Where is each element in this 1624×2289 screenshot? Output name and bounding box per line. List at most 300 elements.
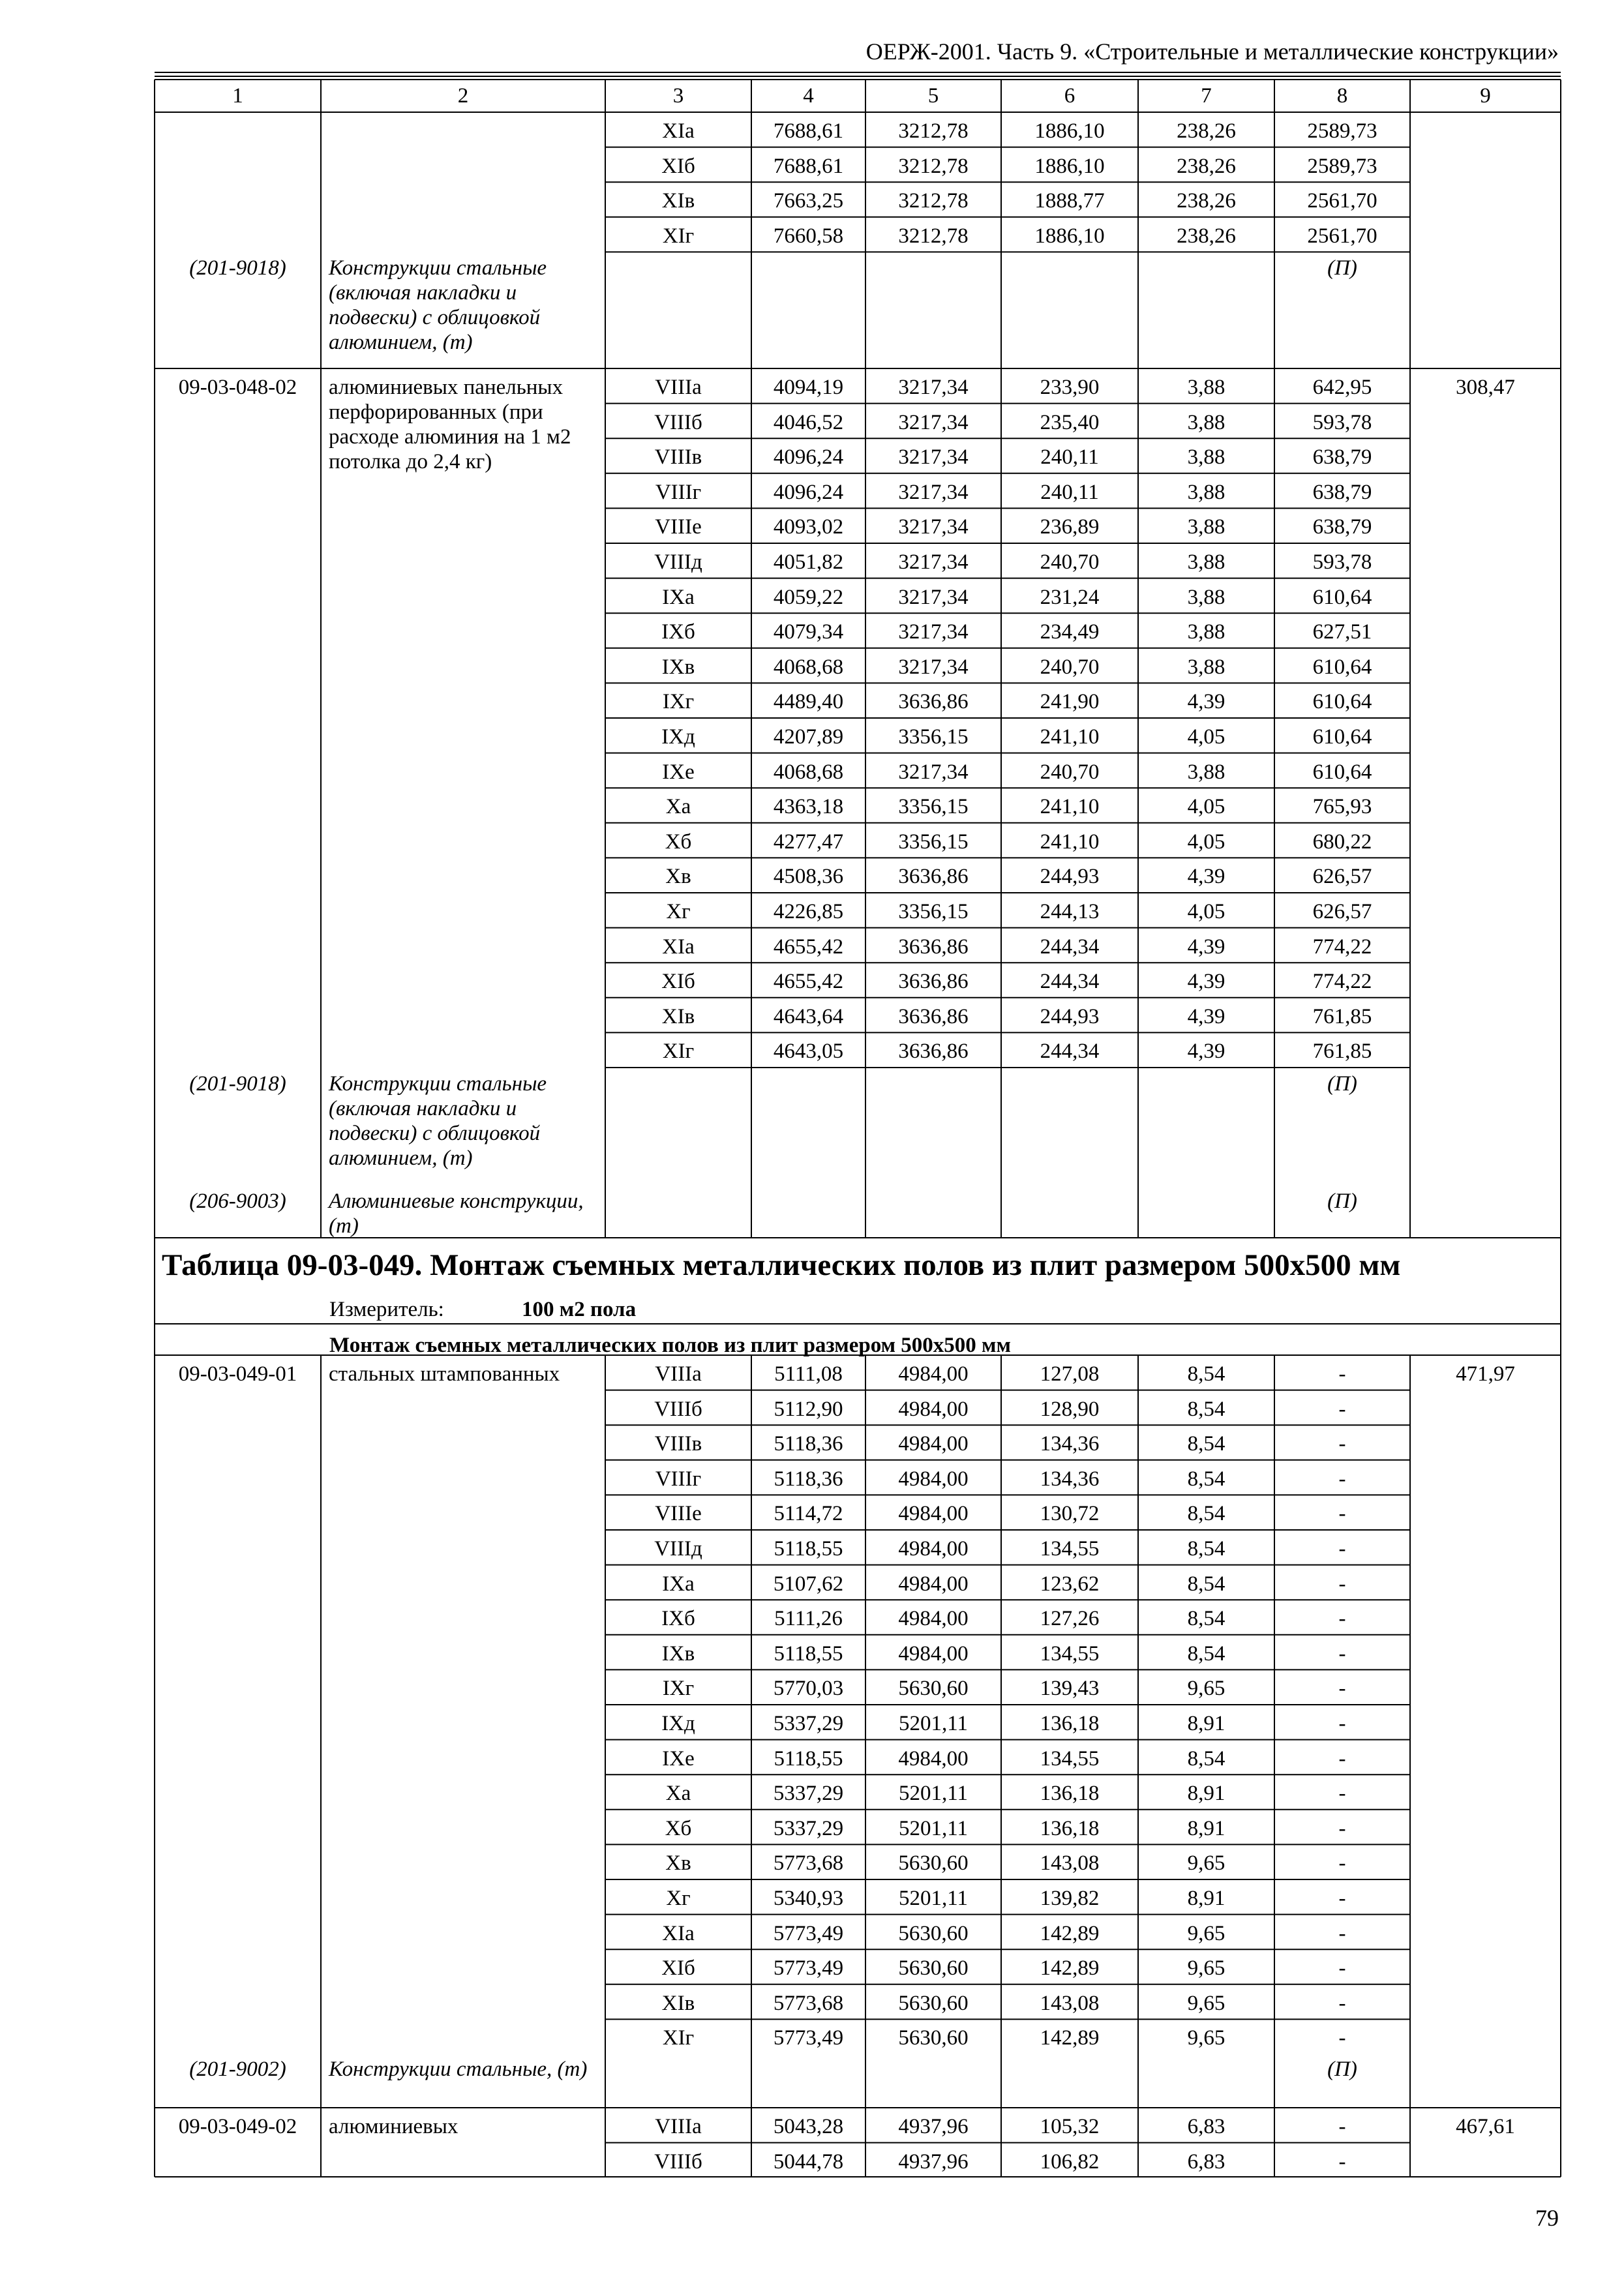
materials-cell: 638,79 xyxy=(1312,480,1372,504)
machinist-wages-cell: 6,83 xyxy=(1187,2149,1226,2174)
total-cost-cell: 4207,89 xyxy=(773,725,844,749)
zone-cell: Xа xyxy=(665,1782,691,1806)
total-cost-cell: 4094,19 xyxy=(773,376,844,399)
machines-cell: 244,34 xyxy=(1040,1040,1100,1064)
resource-flag: (П) xyxy=(1327,2057,1357,2081)
wages-cell: 5630,60 xyxy=(898,1677,969,1701)
zone-cell: IXд xyxy=(661,1712,695,1735)
materials-cell: 626,57 xyxy=(1312,900,1372,923)
page-number: 79 xyxy=(1535,2205,1559,2231)
machines-cell: 136,18 xyxy=(1040,1816,1100,1840)
total-cost-cell: 4051,82 xyxy=(773,550,844,574)
machines-cell: 134,55 xyxy=(1040,1537,1100,1561)
rate-name: стальных штампованных xyxy=(329,1362,560,1386)
wages-cell: 3217,34 xyxy=(898,445,969,470)
rate-name: алюминиевых панельных перфорированных (при расходе алюминия на 1 м2 потолка до 2,4 кг) xyxy=(329,376,571,473)
machines-cell: 240,70 xyxy=(1040,760,1100,784)
machines-cell: 236,89 xyxy=(1040,515,1100,539)
machines-cell: 136,18 xyxy=(1040,1782,1100,1806)
total-cost-cell: 5340,93 xyxy=(773,1887,844,1910)
zone-cell: VIIIв xyxy=(654,1432,702,1456)
machinist-wages-cell: 3,88 xyxy=(1187,480,1226,504)
materials-cell: 2589,73 xyxy=(1307,154,1377,178)
wages-cell: 3636,86 xyxy=(898,1004,969,1028)
machinist-wages-cell: 8,54 xyxy=(1187,1502,1226,1526)
machinist-wages-cell: 8,54 xyxy=(1187,1467,1226,1491)
materials-cell: 610,64 xyxy=(1312,760,1372,784)
machinist-wages-cell: 3,88 xyxy=(1187,376,1226,399)
materials-cell: - xyxy=(1338,1467,1346,1491)
resource-name: Конструкции стальные (включая накладки и подвески) с облицовкой алюминием, (т) xyxy=(329,256,547,355)
zone-cell: XIг xyxy=(662,224,695,248)
machinist-wages-cell: 9,65 xyxy=(1187,1921,1226,1945)
materials-cell: 680,22 xyxy=(1312,830,1372,854)
machinist-wages-cell: 3,88 xyxy=(1187,655,1226,679)
wages-cell: 5201,11 xyxy=(898,1887,969,1910)
machinist-wages-cell: 4,05 xyxy=(1187,900,1226,923)
machinist-wages-cell: 238,26 xyxy=(1177,154,1236,178)
machines-cell: 142,89 xyxy=(1040,1921,1100,1945)
machinist-wages-cell: 9,65 xyxy=(1187,2026,1226,2050)
wages-cell: 5201,11 xyxy=(898,1782,969,1806)
machinist-wages-cell: 4,05 xyxy=(1187,725,1226,749)
machines-cell: 128,90 xyxy=(1040,1397,1100,1421)
rate-code: 09-03-049-01 xyxy=(178,1362,297,1386)
machinist-wages-cell: 3,88 xyxy=(1187,585,1226,609)
resource-code: (201-9018) xyxy=(189,1072,286,1096)
wages-cell: 3636,86 xyxy=(898,865,969,889)
wages-cell: 3217,34 xyxy=(898,515,969,539)
materials-cell: - xyxy=(1338,1991,1346,2015)
wages-cell: 3356,15 xyxy=(898,830,969,854)
zone-cell: VIIIб xyxy=(654,2149,702,2174)
zone-cell: Xг xyxy=(666,900,691,923)
zone-cell: Xб xyxy=(665,1816,692,1840)
machinist-wages-cell: 8,54 xyxy=(1187,1537,1226,1561)
wages-cell: 3217,34 xyxy=(898,376,969,399)
machinist-wages-cell: 8,54 xyxy=(1187,1432,1226,1456)
total-cost-cell: 4655,42 xyxy=(773,970,844,994)
materials-cell: - xyxy=(1338,1432,1346,1456)
zone-cell: XIб xyxy=(661,154,695,178)
wages-cell: 3217,34 xyxy=(898,620,969,644)
wages-cell: 3212,78 xyxy=(898,224,969,248)
wages-cell: 3356,15 xyxy=(898,795,969,819)
total-cost-cell: 5773,49 xyxy=(773,1921,844,1945)
machines-cell: 127,26 xyxy=(1040,1607,1100,1631)
total-cost-cell: 5118,36 xyxy=(774,1467,843,1491)
materials-cell: - xyxy=(1338,2149,1346,2174)
total-cost-cell: 5118,55 xyxy=(774,1641,843,1666)
resource-code: (206-9003) xyxy=(189,1189,286,1213)
wages-cell: 4984,00 xyxy=(898,1572,969,1596)
machines-cell: 235,40 xyxy=(1040,410,1100,434)
zone-cell: IXг xyxy=(662,690,695,714)
materials-cell: - xyxy=(1338,1921,1346,1945)
materials-cell: - xyxy=(1338,1746,1346,1771)
column-number: 3 xyxy=(672,84,684,108)
table-title: Таблица 09-03-049. Монтаж съемных металлических полов из плит размером 500х500 мм xyxy=(162,1248,1401,1282)
wages-cell: 5630,60 xyxy=(898,1851,969,1876)
machinist-wages-cell: 8,54 xyxy=(1187,1362,1226,1386)
zone-cell: IXа xyxy=(662,585,695,609)
total-cost-cell: 5773,49 xyxy=(773,1956,844,1981)
zone-cell: Xа xyxy=(665,795,691,819)
total-cost-cell: 5337,29 xyxy=(773,1816,844,1840)
column-number: 1 xyxy=(232,84,243,108)
total-cost-cell: 4226,85 xyxy=(773,900,844,923)
zone-cell: VIIIе xyxy=(655,515,702,539)
machinist-wages-cell: 4,39 xyxy=(1187,865,1226,889)
machines-cell: 134,55 xyxy=(1040,1746,1100,1771)
machinist-wages-cell: 8,91 xyxy=(1187,1816,1226,1840)
total-cost-cell: 5112,90 xyxy=(774,1397,843,1421)
materials-cell: - xyxy=(1338,1851,1346,1876)
machinist-wages-cell: 8,54 xyxy=(1187,1572,1226,1596)
total-cost-cell: 5337,29 xyxy=(773,1782,844,1806)
column-number: 4 xyxy=(803,84,814,108)
wages-cell: 4937,96 xyxy=(898,2115,969,2138)
machinist-wages-cell: 3,88 xyxy=(1187,515,1226,539)
machines-cell: 134,36 xyxy=(1040,1432,1100,1456)
wages-cell: 3212,78 xyxy=(898,154,969,178)
wages-cell: 3217,34 xyxy=(898,655,969,679)
total-cost-cell: 4643,05 xyxy=(773,1040,844,1064)
machinist-wages-cell: 8,91 xyxy=(1187,1712,1226,1735)
total-cost-cell: 5770,03 xyxy=(773,1677,844,1701)
resource-flag: (П) xyxy=(1327,1072,1357,1096)
total-cost-cell: 4096,24 xyxy=(773,480,844,504)
labor-cost-cell: 471,97 xyxy=(1456,1362,1515,1386)
machines-cell: 1886,10 xyxy=(1034,154,1105,178)
machines-cell: 106,82 xyxy=(1040,2149,1100,2174)
machines-cell: 143,08 xyxy=(1040,1991,1100,2015)
resource-code: (201-9002) xyxy=(189,2057,286,2081)
zone-cell: IXв xyxy=(661,1641,695,1666)
machines-cell: 105,32 xyxy=(1040,2115,1100,2138)
zone-cell: VIIIг xyxy=(655,1467,702,1491)
zone-cell: VIIIб xyxy=(654,410,702,434)
wages-cell: 5630,60 xyxy=(898,1956,969,1981)
wages-cell: 4984,00 xyxy=(898,1746,969,1771)
zone-cell: IXб xyxy=(661,1607,695,1631)
materials-cell: - xyxy=(1338,1362,1346,1386)
total-cost-cell: 5773,49 xyxy=(773,2026,844,2050)
machinist-wages-cell: 8,91 xyxy=(1187,1782,1226,1806)
zone-cell: IXе xyxy=(662,760,695,784)
total-cost-cell: 5118,36 xyxy=(774,1432,843,1456)
machines-cell: 1888,77 xyxy=(1034,189,1105,213)
wages-cell: 5630,60 xyxy=(898,1921,969,1945)
materials-cell: - xyxy=(1338,1677,1346,1701)
zone-cell: VIIIа xyxy=(655,376,702,399)
materials-cell: - xyxy=(1338,1572,1346,1596)
machinist-wages-cell: 9,65 xyxy=(1187,1991,1226,2015)
wages-cell: 3212,78 xyxy=(898,189,969,213)
machines-cell: 231,24 xyxy=(1040,585,1100,609)
machines-cell: 136,18 xyxy=(1040,1712,1100,1735)
labor-cost-cell: 308,47 xyxy=(1456,376,1515,399)
machinist-wages-cell: 4,05 xyxy=(1187,830,1226,854)
zone-cell: XIв xyxy=(661,189,695,213)
machines-cell: 244,34 xyxy=(1040,970,1100,994)
materials-cell: - xyxy=(1338,1537,1346,1561)
rate-code: 09-03-048-02 xyxy=(178,376,297,399)
total-cost-cell: 7660,58 xyxy=(773,224,844,248)
materials-cell: 627,51 xyxy=(1312,620,1372,644)
total-cost-cell: 5044,78 xyxy=(773,2149,844,2174)
machinist-wages-cell: 4,39 xyxy=(1187,1004,1226,1028)
total-cost-cell: 5118,55 xyxy=(774,1537,843,1561)
materials-cell: 774,22 xyxy=(1312,935,1372,959)
zone-cell: Xв xyxy=(665,865,691,889)
total-cost-cell: 7663,25 xyxy=(773,189,844,213)
zone-cell: IXб xyxy=(661,620,695,644)
wages-cell: 3356,15 xyxy=(898,725,969,749)
zone-cell: XIа xyxy=(662,935,695,959)
machines-cell: 240,70 xyxy=(1040,655,1100,679)
meter-label: Измеритель: xyxy=(329,1298,444,1321)
zone-cell: IXв xyxy=(661,655,695,679)
machinist-wages-cell: 3,88 xyxy=(1187,445,1226,470)
zone-cell: XIг xyxy=(662,2026,695,2050)
wages-cell: 3636,86 xyxy=(898,1040,969,1064)
machines-cell: 241,10 xyxy=(1040,725,1100,749)
machinist-wages-cell: 8,54 xyxy=(1187,1397,1226,1421)
machinist-wages-cell: 8,54 xyxy=(1187,1746,1226,1771)
materials-cell: 638,79 xyxy=(1312,445,1372,470)
materials-cell: 610,64 xyxy=(1312,690,1372,714)
resource-flag: (П) xyxy=(1327,1189,1357,1213)
machinist-wages-cell: 9,65 xyxy=(1187,1677,1226,1701)
column-number: 9 xyxy=(1480,84,1491,108)
machines-cell: 139,43 xyxy=(1040,1677,1100,1701)
materials-cell: - xyxy=(1338,1607,1346,1631)
machines-cell: 130,72 xyxy=(1040,1502,1100,1526)
zone-cell: IXд xyxy=(661,725,695,749)
zone-cell: IXа xyxy=(662,1572,695,1596)
machinist-wages-cell: 6,83 xyxy=(1187,2115,1226,2138)
total-cost-cell: 4508,36 xyxy=(773,865,844,889)
materials-cell: - xyxy=(1338,1397,1346,1421)
materials-cell: - xyxy=(1338,2026,1346,2050)
zone-cell: VIIIа xyxy=(655,2115,702,2138)
zone-cell: Xб xyxy=(665,830,692,854)
machinist-wages-cell: 238,26 xyxy=(1177,224,1236,248)
materials-cell: - xyxy=(1338,1502,1346,1526)
total-cost-cell: 4046,52 xyxy=(773,410,844,434)
zone-cell: VIIIд xyxy=(654,550,702,574)
resource-name: Алюминиевые конструкции, (т) xyxy=(329,1189,584,1238)
total-cost-cell: 7688,61 xyxy=(773,119,844,143)
wages-cell: 4937,96 xyxy=(898,2149,969,2174)
machinist-wages-cell: 3,88 xyxy=(1187,410,1226,434)
machines-cell: 139,82 xyxy=(1040,1887,1100,1910)
machines-cell: 240,11 xyxy=(1040,480,1099,504)
section-subheader: Монтаж съемных металлических полов из плит размером 500х500 мм xyxy=(329,1334,1012,1357)
machinist-wages-cell: 3,88 xyxy=(1187,550,1226,574)
zone-cell: IXг xyxy=(662,1677,695,1701)
zone-cell: XIб xyxy=(661,970,695,994)
zone-cell: XIа xyxy=(662,119,695,143)
wages-cell: 3217,34 xyxy=(898,410,969,434)
wages-cell: 3217,34 xyxy=(898,760,969,784)
total-cost-cell: 4068,68 xyxy=(773,655,844,679)
zone-cell: XIв xyxy=(661,1991,695,2015)
machinist-wages-cell: 8,91 xyxy=(1187,1887,1226,1910)
wages-cell: 4984,00 xyxy=(898,1502,969,1526)
machinist-wages-cell: 238,26 xyxy=(1177,119,1236,143)
machines-cell: 134,55 xyxy=(1040,1641,1100,1666)
column-number: 2 xyxy=(457,84,469,108)
total-cost-cell: 4093,02 xyxy=(773,515,844,539)
materials-cell: 610,64 xyxy=(1312,725,1372,749)
total-cost-cell: 5114,72 xyxy=(774,1502,843,1526)
total-cost-cell: 5043,28 xyxy=(773,2115,844,2138)
zone-cell: VIIIб xyxy=(654,1397,702,1421)
total-cost-cell: 4277,47 xyxy=(773,830,844,854)
column-number: 5 xyxy=(927,84,939,108)
materials-cell: 774,22 xyxy=(1312,970,1372,994)
materials-cell: 642,95 xyxy=(1312,376,1372,399)
materials-cell: 761,85 xyxy=(1312,1004,1372,1028)
machines-cell: 142,89 xyxy=(1040,1956,1100,1981)
machinist-wages-cell: 238,26 xyxy=(1177,189,1236,213)
zone-cell: VIIIв xyxy=(654,445,702,470)
column-number: 8 xyxy=(1336,84,1348,108)
machines-cell: 134,36 xyxy=(1040,1467,1100,1491)
materials-cell: - xyxy=(1338,1641,1346,1666)
meter-value: 100 м2 пола xyxy=(522,1298,637,1321)
wages-cell: 4984,00 xyxy=(898,1607,969,1631)
wages-cell: 3212,78 xyxy=(898,119,969,143)
wages-cell: 5630,60 xyxy=(898,2026,969,2050)
materials-cell: 638,79 xyxy=(1312,515,1372,539)
resource-name: Конструкции стальные (включая накладки и подвески) с облицовкой алюминием, (т) xyxy=(329,1072,547,1170)
machinist-wages-cell: 8,54 xyxy=(1187,1607,1226,1631)
materials-cell: 610,64 xyxy=(1312,585,1372,609)
materials-cell: 610,64 xyxy=(1312,655,1372,679)
rate-name: алюминиевых xyxy=(329,2115,459,2138)
machines-cell: 234,49 xyxy=(1040,620,1100,644)
wages-cell: 3217,34 xyxy=(898,550,969,574)
column-number: 7 xyxy=(1201,84,1212,108)
materials-cell: - xyxy=(1338,2115,1346,2138)
wages-cell: 5201,11 xyxy=(898,1712,969,1735)
total-cost-cell: 5773,68 xyxy=(773,1851,844,1876)
total-cost-cell: 4489,40 xyxy=(773,690,844,714)
materials-cell: 593,78 xyxy=(1312,410,1372,434)
total-cost-cell: 4059,22 xyxy=(773,585,844,609)
materials-cell: - xyxy=(1338,1956,1346,1981)
wages-cell: 5201,11 xyxy=(898,1816,969,1840)
total-cost-cell: 5111,08 xyxy=(774,1362,843,1386)
machines-cell: 240,11 xyxy=(1040,445,1099,470)
machinist-wages-cell: 3,88 xyxy=(1187,760,1226,784)
machinist-wages-cell: 8,54 xyxy=(1187,1641,1226,1666)
column-number: 6 xyxy=(1064,84,1075,108)
machines-cell: 127,08 xyxy=(1040,1362,1100,1386)
machines-cell: 241,90 xyxy=(1040,690,1100,714)
materials-cell: 2589,73 xyxy=(1307,119,1377,143)
total-cost-cell: 4363,18 xyxy=(773,795,844,819)
wages-cell: 3636,86 xyxy=(898,690,969,714)
total-cost-cell: 5111,26 xyxy=(774,1607,843,1631)
machines-cell: 244,34 xyxy=(1040,935,1100,959)
machines-cell: 123,62 xyxy=(1040,1572,1100,1596)
machines-cell: 142,89 xyxy=(1040,2026,1100,2050)
wages-cell: 4984,00 xyxy=(898,1432,969,1456)
total-cost-cell: 5773,68 xyxy=(773,1991,844,2015)
machinist-wages-cell: 4,39 xyxy=(1187,1040,1226,1064)
machines-cell: 244,13 xyxy=(1040,900,1100,923)
zone-cell: XIб xyxy=(661,1956,695,1981)
rate-code: 09-03-049-02 xyxy=(178,2115,297,2138)
wages-cell: 3217,34 xyxy=(898,480,969,504)
machines-cell: 1886,10 xyxy=(1034,224,1105,248)
machines-cell: 240,70 xyxy=(1040,550,1100,574)
wages-cell: 4984,00 xyxy=(898,1362,969,1386)
resource-name: Конструкции стальные, (т) xyxy=(329,2057,588,2081)
wages-cell: 3636,86 xyxy=(898,935,969,959)
resource-flag: (П) xyxy=(1327,256,1357,280)
resource-code: (201-9018) xyxy=(189,256,286,280)
zone-cell: Xг xyxy=(666,1887,691,1910)
wages-cell: 4984,00 xyxy=(898,1537,969,1561)
wages-cell: 3356,15 xyxy=(898,900,969,923)
wages-cell: 3217,34 xyxy=(898,585,969,609)
zone-cell: VIIIе xyxy=(655,1502,702,1526)
materials-cell: 761,85 xyxy=(1312,1040,1372,1064)
materials-cell: - xyxy=(1338,1816,1346,1840)
total-cost-cell: 5107,62 xyxy=(773,1572,844,1596)
wages-cell: 4984,00 xyxy=(898,1641,969,1666)
machines-cell: 241,10 xyxy=(1040,795,1100,819)
machines-cell: 143,08 xyxy=(1040,1851,1100,1876)
zone-cell: XIа xyxy=(662,1921,695,1945)
materials-cell: - xyxy=(1338,1782,1346,1806)
zone-cell: Xв xyxy=(665,1851,691,1876)
machinist-wages-cell: 3,88 xyxy=(1187,620,1226,644)
total-cost-cell: 4079,34 xyxy=(773,620,844,644)
total-cost-cell: 7688,61 xyxy=(773,154,844,178)
zone-cell: VIIIг xyxy=(655,480,702,504)
zone-cell: VIIIа xyxy=(655,1362,702,1386)
total-cost-cell: 4655,42 xyxy=(773,935,844,959)
wages-cell: 3636,86 xyxy=(898,970,969,994)
materials-cell: 765,93 xyxy=(1312,795,1372,819)
machines-cell: 244,93 xyxy=(1040,865,1100,889)
machinist-wages-cell: 4,39 xyxy=(1187,690,1226,714)
total-cost-cell: 5118,55 xyxy=(774,1746,843,1771)
total-cost-cell: 4068,68 xyxy=(773,760,844,784)
zone-cell: XIг xyxy=(662,1040,695,1064)
machinist-wages-cell: 4,39 xyxy=(1187,935,1226,959)
machinist-wages-cell: 9,65 xyxy=(1187,1956,1226,1981)
total-cost-cell: 5337,29 xyxy=(773,1712,844,1735)
zone-cell: IXе xyxy=(662,1746,695,1771)
zone-cell: VIIIд xyxy=(654,1537,702,1561)
page-header: ОЕРЖ-2001. Часть 9. «Строительные и металлические конструкции» xyxy=(865,38,1559,65)
materials-cell: 2561,70 xyxy=(1307,224,1377,248)
wages-cell: 4984,00 xyxy=(898,1467,969,1491)
wages-cell: 4984,00 xyxy=(898,1397,969,1421)
materials-cell: 593,78 xyxy=(1312,550,1372,574)
materials-cell: - xyxy=(1338,1712,1346,1735)
machinist-wages-cell: 4,39 xyxy=(1187,970,1226,994)
machines-cell: 1886,10 xyxy=(1034,119,1105,143)
labor-cost-cell: 467,61 xyxy=(1456,2115,1515,2138)
